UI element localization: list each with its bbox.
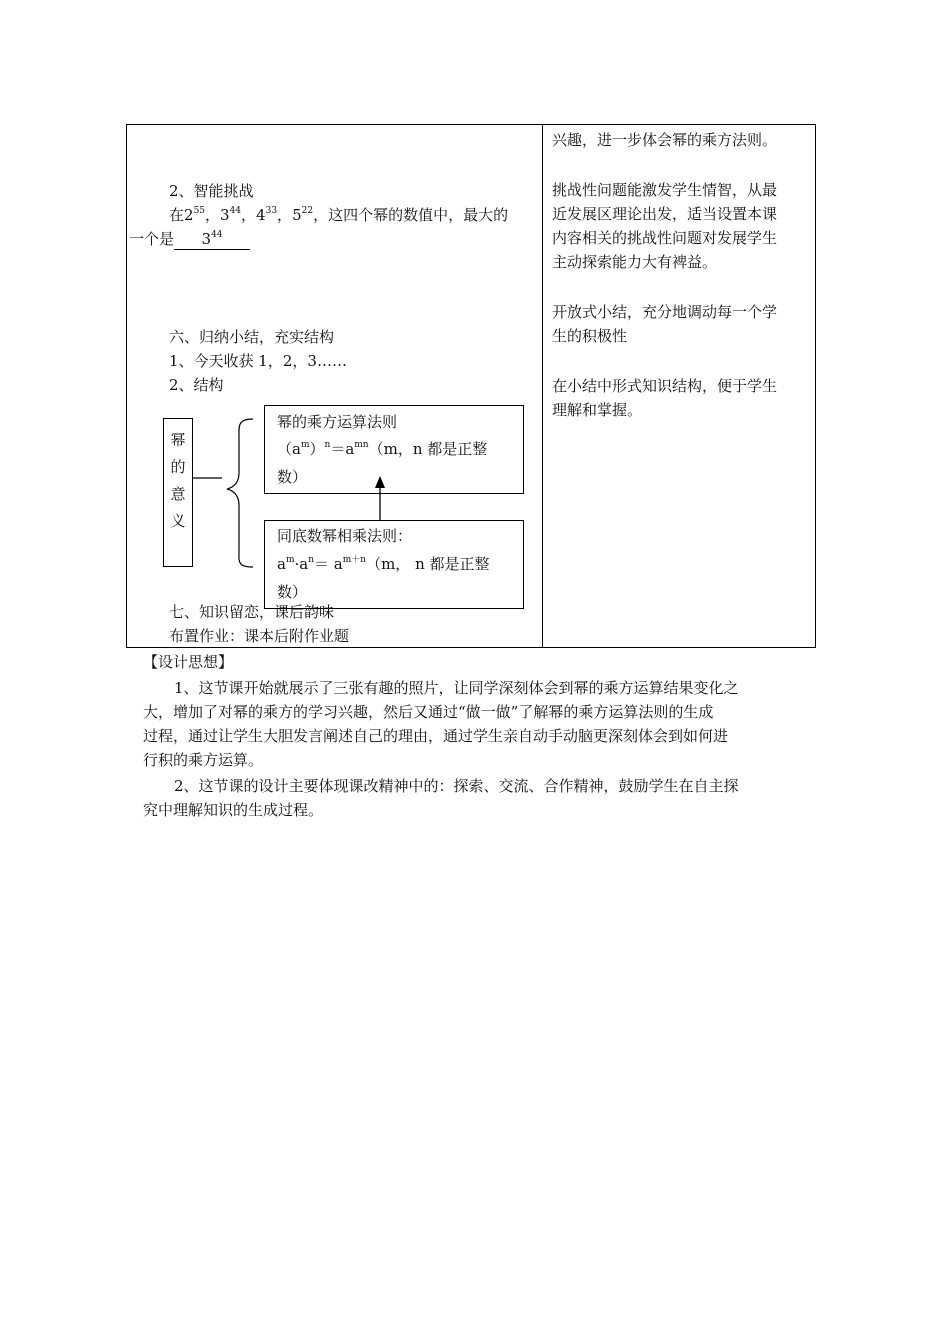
- arrow-up-icon: [372, 474, 388, 522]
- summary-heading: 六、归纳小结，充实结构: [169, 328, 335, 346]
- right-note-9: 理解和掌握。: [552, 401, 643, 419]
- right-note-8: 在小结中形式知识结构，便于学生: [552, 377, 778, 395]
- right-note-4: 内容相关的挑战性问题对发展学生: [552, 229, 778, 247]
- design-para1-line3: 过程，通过让学生大胆发言阐述自己的理由，通过学生亲自动手动脑更深刻体会到如何进: [143, 727, 729, 745]
- product-rule-formula: $a^m\cdot a^n= a^{m+n}(m$， n 都是正整: [277, 555, 490, 573]
- design-heading: 【设计思想】: [143, 653, 234, 671]
- right-note-3: 近发展区理论出发，适当设置本课: [552, 205, 778, 223]
- summary-item-1: 1、今天收获 1，2，3……: [169, 352, 347, 370]
- homework-text: 布置作业：课本后附作业题: [169, 627, 350, 645]
- power-rule-line3: 数）: [277, 468, 308, 486]
- challenge-heading: 2、智能挑战: [169, 182, 254, 200]
- challenge-question: 在$2^{55}$，$3^{44}$，$4^{33}$，$5^{22}$，这四个幂的数值中，最大的: [169, 206, 509, 224]
- power-rule-title: 幂的乘方运算法则: [277, 413, 398, 431]
- right-note-2: 挑战性问题能激发学生情智，从最: [552, 181, 778, 199]
- right-note-6: 开放式小结，充分地调动每一个学: [552, 303, 778, 321]
- design-para1-line2: 大，增加了对幂的乘方的学习兴趣，然后又通过“做一做”了解幂的乘方运算法则的生成: [143, 703, 714, 721]
- summary-item-2: 2、结构: [169, 376, 224, 394]
- design-para2-line1: 2、这节课的设计主要体现课改精神中的：探索、交流、合作精神，鼓励学生在自主探: [174, 777, 739, 795]
- power-rule-formula: $(a^m)^n=a^{mn}(m$，n 都是正整: [277, 440, 488, 458]
- product-rule-title: 同底数幂相乘法则：: [277, 527, 413, 545]
- right-note-5: 主动探索能力大有裨益。: [552, 253, 718, 271]
- design-para1-line4: 行积的乘方运算。: [143, 751, 264, 769]
- design-para1-line1: 1、这节课开始就展示了三张有趣的照片，让同学深刻体会到幂的乘方运算结果变化之: [174, 679, 739, 697]
- brace-connector: [193, 417, 263, 577]
- right-note-7: 生的积极性: [552, 327, 628, 345]
- challenge-answer: 一个是 $3^{44}$: [129, 227, 250, 251]
- homework-heading: 七、知识留恋，课后韵味: [169, 603, 335, 621]
- answer-blank: $3^{44}$: [174, 229, 250, 250]
- product-rule-line3: 数）: [277, 583, 308, 601]
- right-note-1: 兴趣，进一步体会幂的乘方法则。: [552, 131, 778, 149]
- column-divider: [542, 125, 543, 647]
- design-para2-line2: 究中理解知识的生成过程。: [143, 801, 324, 819]
- root-label: 幂 的 意 义: [170, 431, 186, 530]
- lesson-table: [126, 124, 816, 648]
